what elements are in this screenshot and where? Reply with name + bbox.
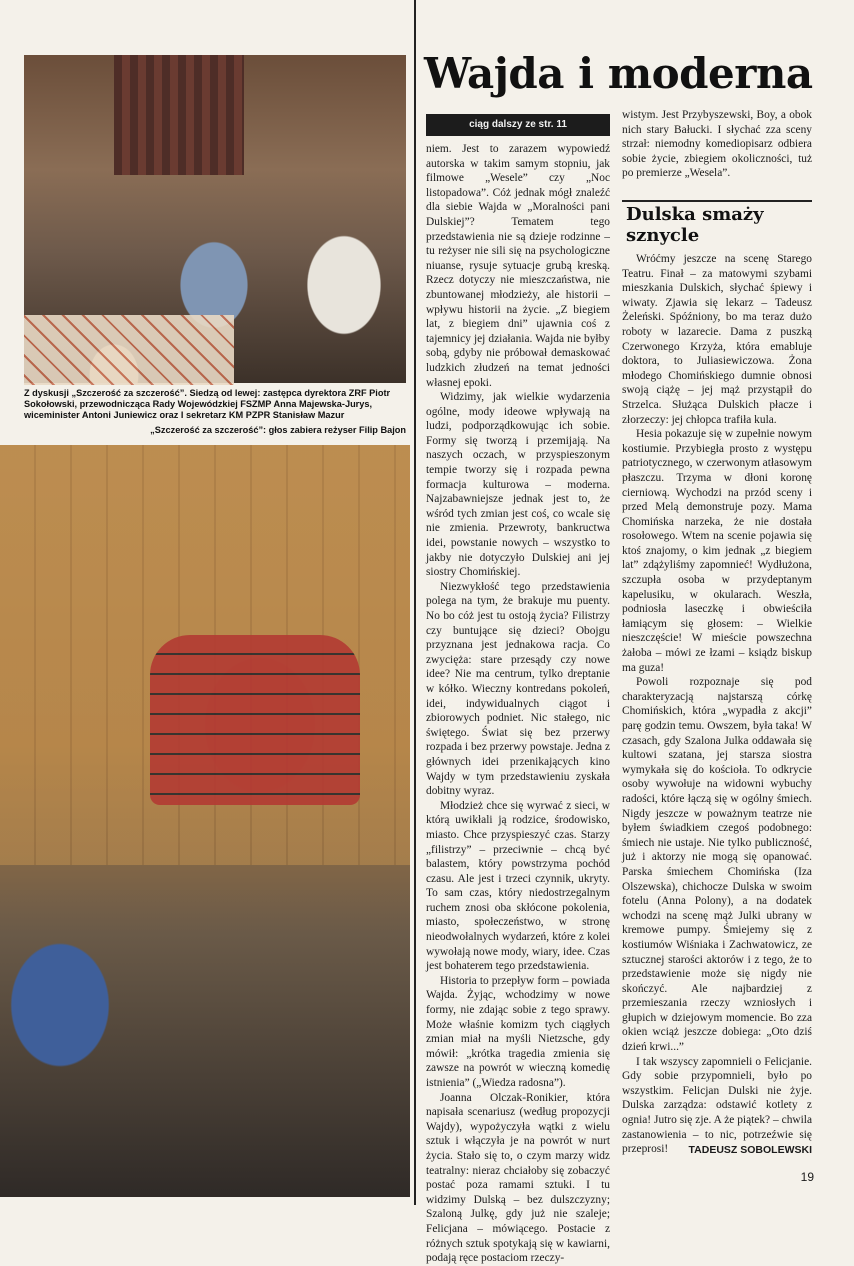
- paragraph: Powoli rozpoznaje się pod charakteryzacją najstarszą córkę Chomińskich, która „wypadła z akcji” parę godzin temu. Owszem, była taka! W czasach, gdy Szalona Julka oddawała się kultowi szatana, jej starsza siostra wymykała się do kościoła. To odkrycie osoby wywołuje na widowni wybuchy radości, które łączą się w ogólny śmiech. Nigdy jeszcze w poważnym teatrze nie byłem świadkiem czegoś podobnego: śmiech nie ustaje. Nie tylko publiczność, już i aktorzy nie mogą się opanować. Parska śmiechem Chomińska (Iza Olszewska), chichocze Dulska w swoim fotelu (Anna Polony), a na dodatek wchodzi na scenę mąż Julki ubrany w kremowe pumpy. Śmiejemy się z kostiumów Wiśniaka i Zachwatowicz, ze sztucznej starości aktorów i z tego, że to przedstawienie może się nigdy nie skończyć. Ale najbardziej z przemieszania rzeczy wzniosłych i głupich w dziejowym momencie. Bo zza okien wciąż jeszcze dobiega: „Oto dziś dzień krwi...”: [622, 676, 812, 1054]
- article-column-right-top: [622, 108, 812, 196]
- paragraph: wistym. Jest Przybyszewski, Boy, a obok nich stary Bałucki. I słychać zza sceny strzał: niemodny komediopisarz odbiera sobie życie, zbiegiem okoliczności, tuż po premierze „Wesela”.: [622, 109, 812, 180]
- photo-caption-top: Z dyskusji „Szczerość za szczerość”. Siedzą od lewej: zastępca dyrektora ZRF Piotr Sokołowski, przewodnicząca Rady Wojewódzkiej FSZMP Anna Majewska-Jurys, wiceminister Antoni Juniewicz oraz I sekretarz KM PZPR Stanisław Mazur: [24, 388, 391, 420]
- paragraph: Hesia pokazuje się w zupełnie nowym kostiumie. Przybiegła prosto z występu patriotycznego, w czerwonym atłasowym płaszczu. Trzyma w dłoni koronę cierniową. Wychodzi na przód sceny i przed Melą demonstruje pozy. Mama Chomińska narzeka, że nie dostała rosołowego. Wtem na scenie pojawia się ktoś znajomy, o kim jednak „z biegiem lat” zdążyliśmy zapomnieć! Wydłużona, szczupła osoba w przydeptanym kapelusiku, w okularach. Weszła, podniosła laseczkę i obwieściła łamiącym się głosem: – Wielkie nieszczęście! W mieście powszechna żałoba – mówi ze łzami – ksiądz biskup ma guza!: [622, 428, 812, 674]
- paragraph: Niezwykłość tego przedstawienia polega na tym, że brakuje mu puenty. No bo cóż jest tu ostoją życia? Filistrzy czy buntujące się dzieci? Obojgu przyznana jest jednakowa racja. Co zwycięża: stare przesądy czy nowe idee? Nie ma centrum, tylko dreptanie w kółko. Wieczny kontredans pokoleń, idei, indywidualnych ciągot i zbiorowych podniet. Nic stałego, nic świętego. Świat się bez przerwy rozpada i bez przerwy powstaje. Jedna z głównych idei przenikających kino Wajdy w tym przedstawieniu zyskała dobitny wyraz.: [426, 580, 610, 798]
- continuation-bar: ciąg dalszy ze str. 11: [426, 114, 610, 136]
- paragraph: Joanna Olczak-Ronikier, która napisała scenariusz (według propozycji Wajdy), wypożyczyła wątki z wielu sztuk i włączyła je na powrót w nurt życia. Stało się to, o czym marzy widz teatralny: nieraz chciałoby się zobaczyć postać poza ramami sztuki. I tu widzimy Dulską – bez dulszczyzny; Szaloną Julkę, gdy już nie szaleje; Felicjana – mówiącego. Postacie z różnych sztuk spotykają się w kawiarni, podają ręce postaciom rzeczy-: [426, 1091, 610, 1265]
- article-title: Wajda i moderna: [424, 49, 813, 98]
- section-subhead: Dulska smaży sznycle: [626, 204, 764, 246]
- paragraph: I tak wszyscy zapomnieli o Felicjanie. Gdy sobie przypomnieli, było po wszystkim. Felicjan Dulski nie żyje. Dulska zarządza: odstawić kotlety z ognia! Jutro się zje. A że piątek? – chwila zastanowienia – to nic, potrzeźwie się przeprosi!: [622, 1055, 812, 1156]
- paragraph: Młodzież chce się wyrwać z sieci, w którą uwikłali ją rodzice, środowisko, miasto. Chce przyspieszyć czas. Starzy „filistrzy” – przeciwnie – chcą być balastem, który powstrzyma pochód czasu. Ale jest i trzeci czynnik, ukryty. To sam czas, który niedostrzegalnym ruchem znosi oba skłócone pokolenia, miasto, społeczeństwo, w stronę nieodwołalnych wydarzeń, które z kolei wywołają nowe mody, wiary, idee. Czas jest bohaterem tego przedstawienia.: [426, 799, 610, 973]
- page-number: 19: [800, 1170, 814, 1184]
- paragraph: niem. Jest to zarazem wypowiedź autorska w takim samym stopniu, jak filmowe „Wesele” czy „Noc listopadowa”. Cóż jednak mógł znaleźć dla siebie Wajda w „Moralności pani Dulskiej”? Tematem tego przedstawienia nie są dzieje rodzinne – tu reżyser nie sili się na psychologiczne niuanse, rysuje sytuacje grubą kreską. Rzecz dotyczy nie mieszczaństwa, nie zbuntowanej młodzieży, ale historii – wpływu historii na życie. „Z biegiem lat, z biegiem dni” ujawnia coś z tajemnicy jej działania. Wajda nie byłby sobą, gdyby nie próbował demaskować ludzkich złudzeń na temat jedności własnej epoki.: [426, 143, 610, 389]
- article-column-left: [426, 142, 610, 1265]
- director-speaking-photo: [0, 445, 410, 1197]
- column-divider: [414, 0, 416, 1205]
- article-column-right: [622, 252, 812, 1156]
- curtain-shape: [114, 55, 244, 175]
- author-byline: TADEUSZ SOBOLEWSKI: [688, 1144, 812, 1156]
- subhead-rule: [622, 200, 812, 202]
- paragraph: Widzimy, jak wielkie wydarzenia ogólne, mody ideowe wpływają na ludzi, podporządkowując ich sobie. Formy się tworzą i przemijają. Na naszych oczach, w przyspieszonym tempie tworzy się i rozpada pewna formacja kulturowa – moderna. Najzabawniejsze jednak jest to, że wśród tych zmian jest coś, co wcale się nie zmienia. Przewroty, bankructwa idei, powstanie nowych – wszystko to jakby nie dotyczyło Dulskiej ani jej siostry Chomińskiej.: [426, 391, 610, 579]
- discussion-panel-photo: [24, 55, 406, 383]
- photo-caption-bottom: „Szczerość za szczerość”: głos zabiera reżyser Filip Bajon: [150, 425, 406, 435]
- paragraph: Wróćmy jeszcze na scenę Starego Teatru. Finał – za matowymi szybami mieszkania Dulskich, słychać śpiewy i wiwaty. Zjawia się lekarz – Tadeusz Żeleński. Spóźniony, bo ma teraz dużo roboty w lazarecie. Dama z puszką Czerwonego Krzyża, która emabluje doktora, to Juliasiewiczowa. Żona młodego Chomińskiego dumnie obnosi swoją ciążę – jej mąż przystąpił do Strzelca. Służąca Dulskich płacze i złorzeczy: jej chłopca trafiła kula.: [622, 253, 812, 426]
- table-cloth-shape: [24, 315, 234, 385]
- plaid-shirt-shape: [150, 635, 360, 805]
- paragraph: Historia to przepływ form – powiada Wajda. Żyjąc, wchodzimy w nowe formy, nie zdając sobie z tego sprawy. Może właśnie komizm tych ciągłych zmian miał na myśli Nietzsche, gdy mówił: „krótka tragedia zmienia się zawsze na powrót w wieczną komedię istnienia” („Wiedza radosna”).: [426, 974, 610, 1089]
